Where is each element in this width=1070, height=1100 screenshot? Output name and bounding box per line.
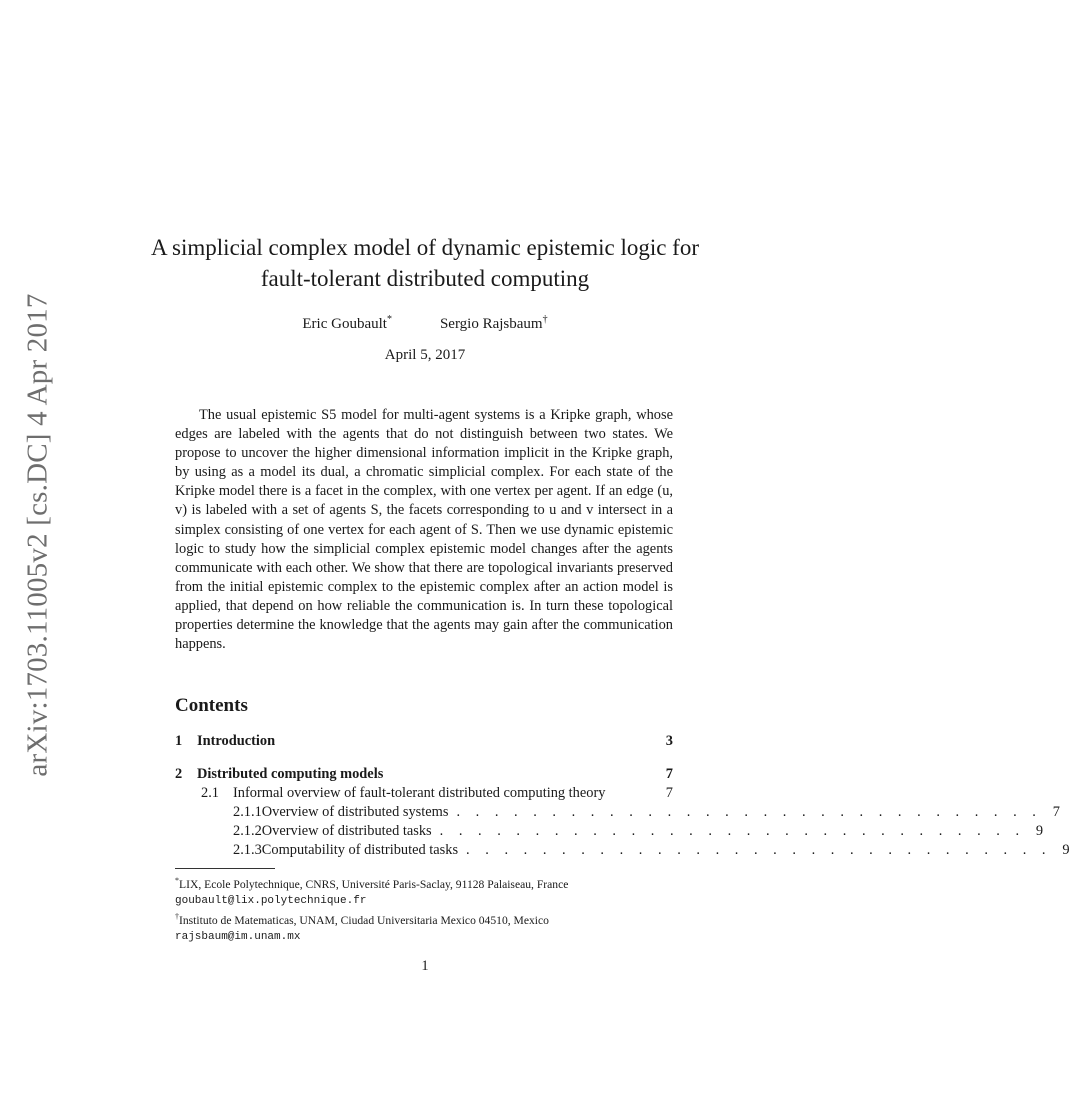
toc-label: Introduction: [197, 733, 276, 749]
author-2-mark: †: [542, 314, 548, 325]
toc-number: 2.1: [201, 785, 219, 801]
toc-entry-overview-systems[interactable]: [175, 803, 1060, 822]
toc-label: Overview of distributed tasks: [261, 823, 432, 839]
arxiv-identifier: arXiv:1703.11005v2 [cs.DC] 4 Apr 2017: [21, 293, 54, 777]
toc-number: 1: [175, 733, 183, 749]
footnote-1-email[interactable]: goubault@lix.polytechnique.fr: [175, 894, 367, 907]
table-of-contents: [175, 732, 1070, 860]
toc-number: 2.1.3: [233, 842, 262, 858]
toc-leader: . . . . . . . . . . . . . . . . . . . . . . . . . . . . . . .: [466, 842, 1052, 858]
toc-entry-informal-overview[interactable]: [175, 784, 673, 803]
toc-page: 7: [665, 766, 673, 782]
footnote-2-mark: †: [175, 911, 179, 921]
toc-label: Distributed computing models: [197, 766, 384, 782]
toc-page: 7: [665, 785, 673, 801]
footnote-1-mark: *: [175, 876, 179, 885]
footnote-rule: [175, 868, 275, 869]
author-2: [440, 314, 548, 333]
abstract-text: The usual epistemic S5 model for multi-agent systems is a Kripke graph, whose edges are labeled with the agents that do not distinguish between two states. We propose to uncover the higher dimensional information implicit in the Kripke graph, by using as a model its dual, a chromatic simplicial complex. For each state of the Kripke model there is a facet in the complex, with one vertex per agent. If an edge (u, v) is labeled with a set of agents S, the facets corresponding to u and v intersect in a simplex consisting of one vertex for each agent of S. Then we use dynamic epistemic logic to study how the simplicial complex epistemic model changes after the agents communicate with each other. We show that there are topological invariants preserved from the initial epistemic complex to the epistemic complex after an action model is applied, that depend on how reliable the communication is. In turn these topological properties determine the knowledge that the agents may gain after the communication happens.: [175, 407, 673, 653]
author-1-mark: *: [386, 314, 392, 325]
author-1: [302, 314, 392, 333]
toc-page: 7: [1052, 804, 1060, 820]
contents-heading: Contents: [175, 695, 248, 716]
toc-page: 9: [1062, 842, 1070, 858]
toc-label: Overview of distributed systems: [261, 804, 449, 820]
paper-title: A simplicial complex model of dynamic epistemic logic for fault-tolerant distributed computing: [150, 235, 700, 291]
footnote-2: [175, 909, 675, 945]
page-number: 1: [421, 958, 429, 974]
publication-date: April 5, 2017: [384, 347, 466, 363]
toc-label: Computability of distributed tasks: [261, 842, 459, 858]
author-list: [220, 314, 630, 333]
toc-number: 2.1.2: [233, 823, 262, 839]
arxiv-sidebar: [16, 290, 60, 780]
toc-number: 2: [175, 766, 183, 782]
footnote-2-text: Instituto de Matematicas, UNAM, Ciudad Universitaria Mexico 04510, Mexico: [179, 913, 549, 927]
toc-leader: . . . . . . . . . . . . . . . . . . . . . . . . . . . . . . .: [456, 804, 1042, 820]
toc-entry-distributed-computing-models[interactable]: [175, 765, 673, 784]
toc-entry-introduction[interactable]: [175, 732, 673, 751]
toc-leader: . . . . . . . . . . . . . . . . . . . . . . . . . . . . . . .: [439, 823, 1026, 839]
footnotes: [175, 873, 675, 945]
footnote-1: [175, 873, 675, 909]
footnote-2-email[interactable]: rajsbaum@im.unam.mx: [175, 930, 301, 943]
author-2-name: Sergio Rajsbaum: [439, 316, 543, 332]
toc-number: 2.1.1: [233, 804, 262, 820]
author-1-name: Eric Goubault: [302, 316, 387, 332]
toc-page: 9: [1035, 823, 1044, 839]
toc-entry-overview-tasks[interactable]: [175, 822, 1044, 841]
toc-label: Informal overview of fault-tolerant distributed computing theory: [233, 785, 606, 801]
toc-entry-computability[interactable]: [175, 841, 1070, 860]
footnote-1-text: LIX, Ecole Polytechnique, CNRS, Université Paris-Saclay, 91128 Palaiseau, France: [179, 877, 569, 891]
toc-page: 3: [665, 733, 673, 749]
